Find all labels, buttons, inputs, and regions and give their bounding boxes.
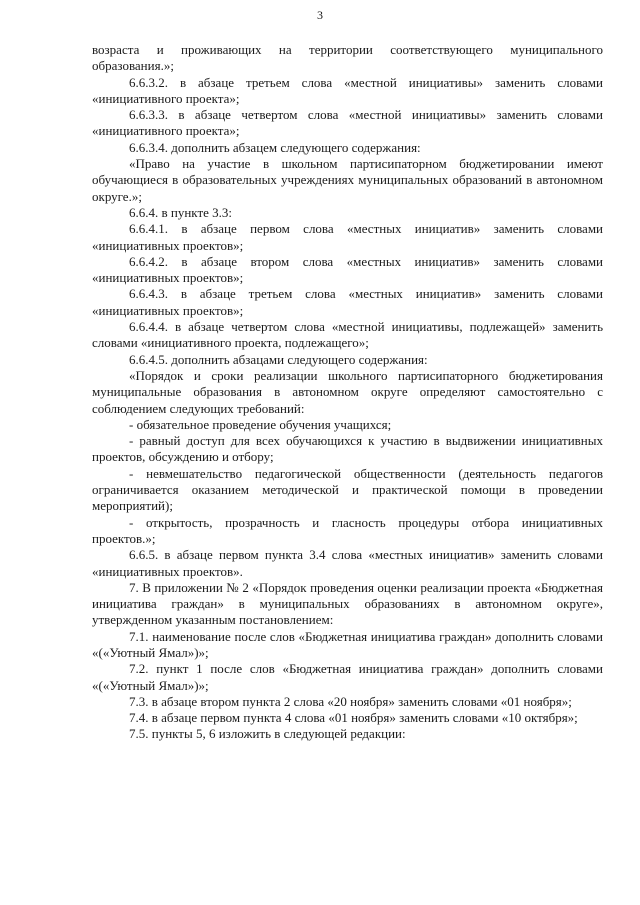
paragraph: «Порядок и сроки реализации школьного партисипаторного бюджетирования муниципальные образования в автономном округе определяют самостоятельно с соблюдением следующих требований: [92, 367, 603, 416]
list-item: - невмешательство педагогической общественности (деятельность педагогов ограничивается оказанием методической и практической помощи в проведении мероприятий); [92, 465, 603, 514]
paragraph: 7.3. в абзаце втором пункта 2 слова «20 ноября» заменить словами «01 ноября»; [129, 693, 572, 709]
page-number: 3 [317, 8, 323, 22]
paragraph: возраста и проживающих на территории соответствующего муниципального образования.»; [92, 42, 603, 74]
paragraph: 7.5. пункты 5, 6 изложить в следующей редакции: [129, 726, 406, 742]
paragraph: 6.6.4.1. в абзаце первом слова «местных инициатив» заменить словами «инициативных проектов»; [92, 221, 603, 253]
paragraph: 6.6.4.2. в абзаце втором слова «местных инициатив» заменить словами «инициативных проектов»; [92, 253, 603, 286]
paragraph: 6.6.4.5. дополнить абзацами следующего содержания: [129, 351, 428, 367]
paragraph: 6.6.4.3. в абзаце третьем слова «местных инициатив» заменить словами «инициативных проектов»; [92, 286, 603, 318]
paragraph: 7.4. в абзаце первом пункта 4 слова «01 ноября» заменить словами «10 октября»; [129, 710, 578, 726]
paragraph: 6.6.3.4. дополнить абзацем следующего содержания: [129, 139, 421, 155]
paragraph: 7.2. пункт 1 после слов «Бюджетная инициатива граждан» дополнить словами «(«Уютный Ямал»)»; [92, 661, 603, 693]
paragraph: 6.6.3.2. в абзаце третьем слова «местной инициативы» заменить словами «инициативного проекта»; [92, 74, 603, 106]
paragraph: 7.1. наименование после слов «Бюджетная инициатива граждан» дополнить словами «(«Уютный Ямал»)»; [92, 628, 603, 660]
list-item: - равный доступ для всех обучающихся к участию в выдвижении инициативных проектов, обсуждению и отбору; [92, 433, 603, 465]
paragraph: 6.6.4. в пункте 3.3: [129, 204, 233, 220]
paragraph: 6.6.4.4. в абзаце четвертом слова «местной инициативы, подлежащей» заменить словами «инициативного проекта, подлежащего»; [92, 319, 603, 351]
paragraph: 7. В приложении № 2 «Порядок проведения оценки реализации проекта «Бюджетная инициатива граждан» в муниципальных образованиях в автономном округе», утвержденном указанным постановлением: [92, 579, 603, 628]
paragraph: 6.6.3.3. в абзаце четвертом слова «местной инициативы» заменить словами «инициативного проекта»; [92, 107, 603, 139]
list-item: - открытость, прозрачность и гласность процедуры отбора инициативных проектов.»; [92, 514, 603, 546]
list-item: - обязательное проведение обучения учащихся; [129, 416, 392, 432]
document-body [92, 42, 603, 743]
paragraph: «Право на участие в школьном партисипаторном бюджетировании имеют обучающиеся в образовательных учреждениях муниципальных образований в автономном округе.»; [92, 156, 603, 204]
paragraph: 6.6.5. в абзаце первом пункта 3.4 слова «местных инициатив» заменить словами «инициативных проектов». [92, 547, 603, 579]
